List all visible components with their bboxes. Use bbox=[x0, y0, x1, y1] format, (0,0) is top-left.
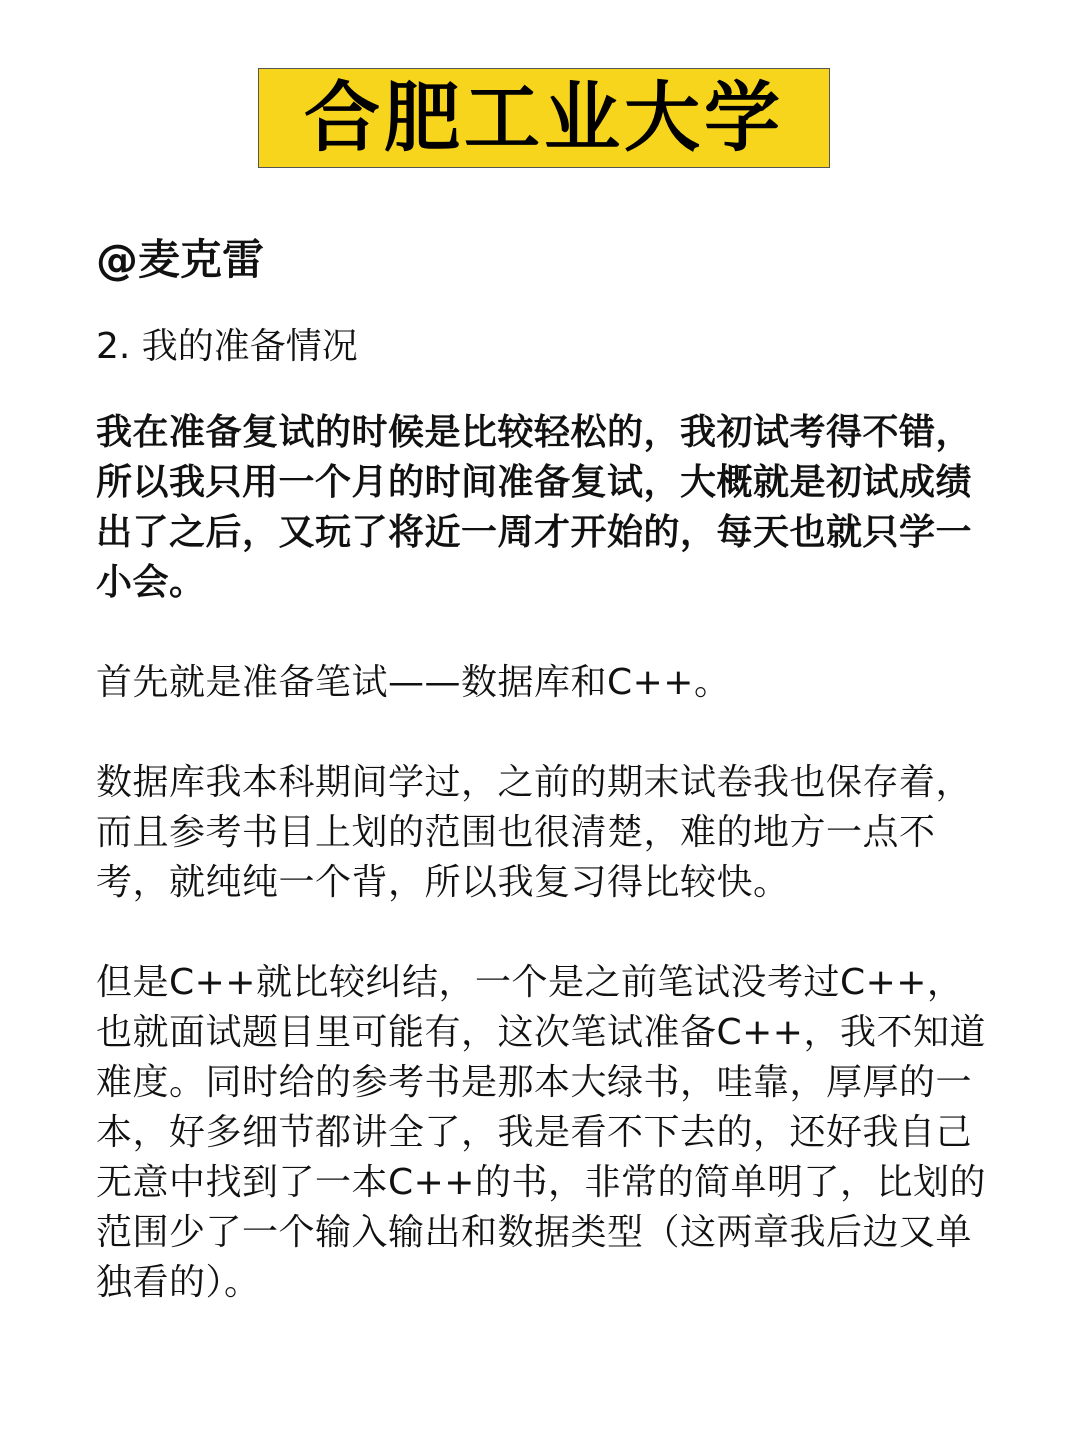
paragraph-intro: 我在准备复试的时候是比较轻松的，我初试考得不错，所以我只用一个月的时间准备复试，大概就是初试成绩出了之后，又玩了将近一周才开始的，每天也就只学一小会。 bbox=[96, 412, 973, 603]
page-title: 合肥工业大学 bbox=[304, 73, 784, 162]
paragraph-database: 数据库我本科期间学过，之前的期末试卷我也保存着，而且参考书目上划的范围也很清楚，难的地方一点不考，就纯纯一个背，所以我复习得比较快。 bbox=[96, 762, 973, 903]
article-body bbox=[96, 232, 996, 1308]
section-heading: 2. 我的准备情况 bbox=[96, 326, 358, 367]
paragraph-cpp: 但是C++就比较纠结，一个是之前笔试没考过C++，也就面试题目里可能有，这次笔试准备C++，我不知道难度。同时给的参考书是那本大绿书，哇靠，厚厚的一本，好多细节都讲全了，我是看不下去的，还好我自己无意中找到了一本C++的书，非常的简单明了，比划的范围少了一个输入输出和数据类型（这两章我后边又单独看的）。 bbox=[96, 962, 986, 1303]
author-handle: @麦克雷 bbox=[96, 235, 265, 284]
title-banner bbox=[258, 68, 830, 168]
paragraph-written-exam: 首先就是准备笔试——数据库和C++。 bbox=[96, 662, 731, 703]
